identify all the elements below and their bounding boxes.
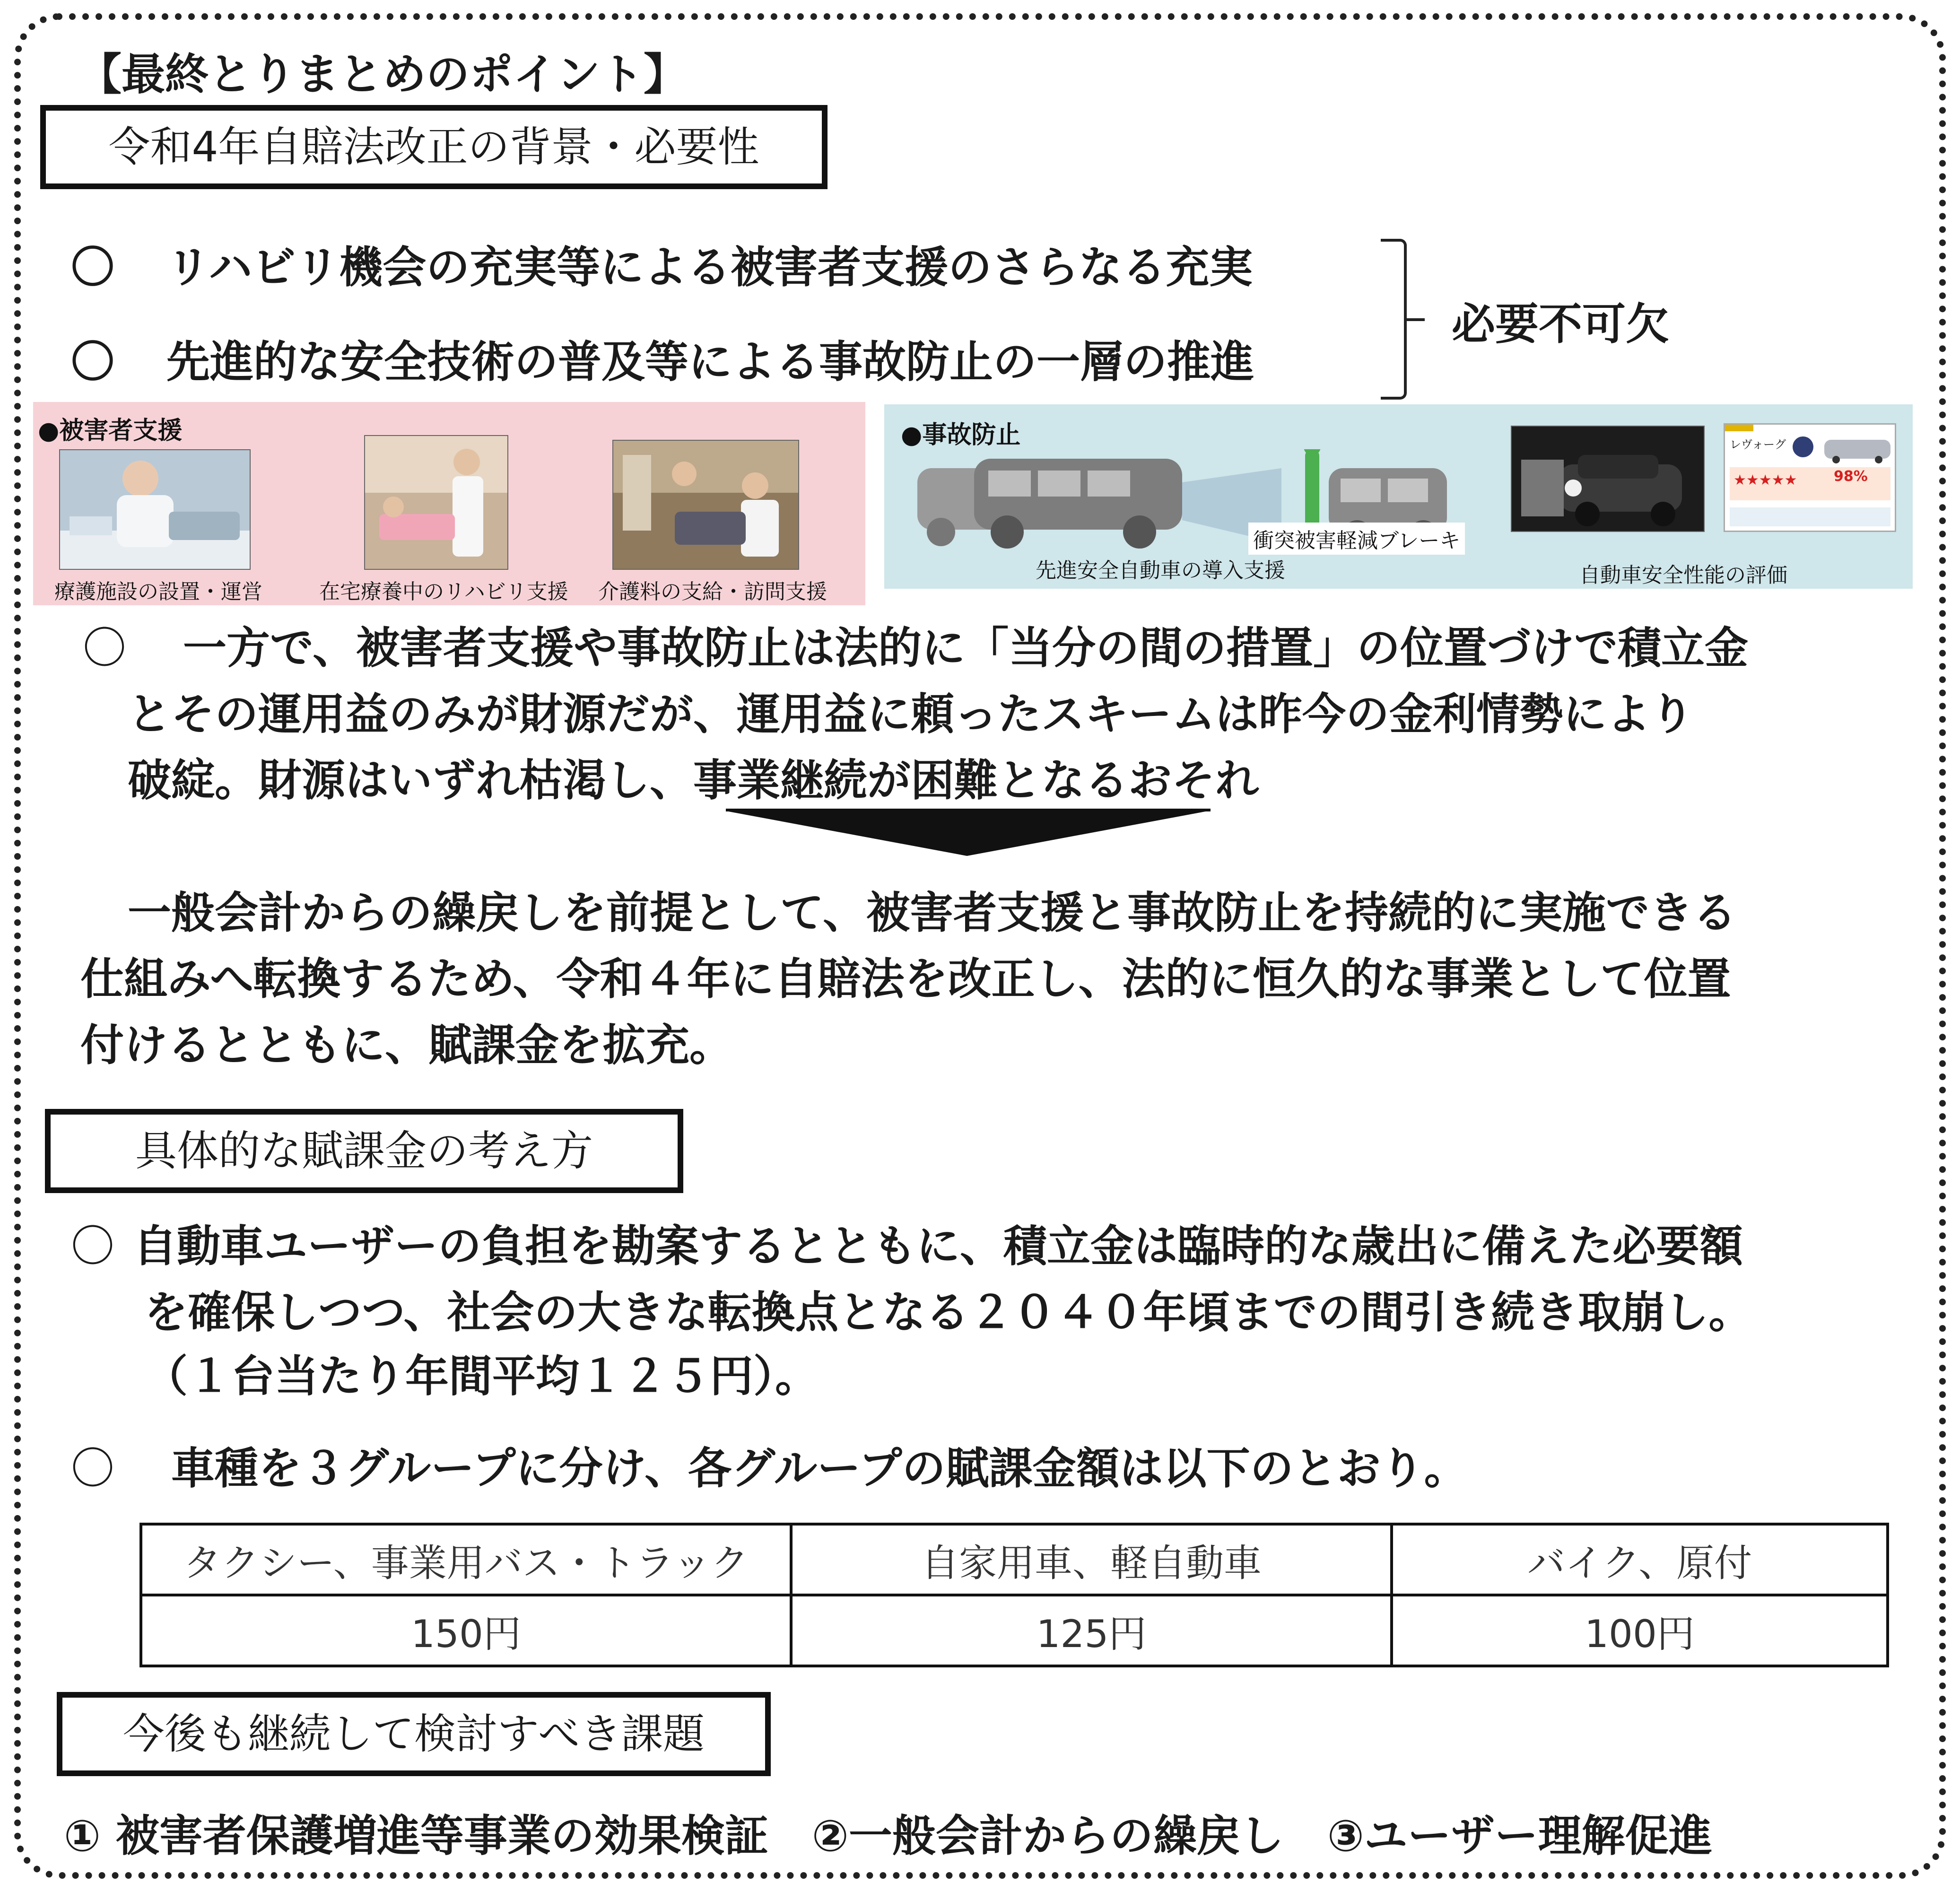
rating-model-label: レヴォーグ [1730, 438, 1786, 451]
section-heading-future-issues [57, 1692, 771, 1776]
circle-bullet: 〇 [83, 623, 127, 673]
table-cell: 125円 [791, 1595, 1392, 1666]
section-heading-fee-concept-label: 具体的な賦課金の考え方 [135, 1126, 593, 1175]
rating-percent: 98% [1834, 468, 1868, 485]
section-heading-background-label: 令和4年自賠法改正の背景・必要性 [108, 122, 759, 171]
paragraph-line-1-text: 一方で、被害者支援や事故防止は法的に「当分の間の措置」の位置づけで積立金 [183, 623, 1749, 673]
point-safety-text: 先進的な安全技術の普及等による事故防止の一層の推進 [166, 337, 1254, 387]
brace-label: 必要不可欠 [1452, 299, 1670, 349]
section-heading-background [40, 105, 828, 189]
circle-bullet: 〇 [71, 1221, 115, 1272]
table-cell: 100円 [1392, 1595, 1888, 1666]
fee-point-1-line-2: を確保しつつ、社会の大きな転換点となる２０４０年頃までの間引き続き取崩し。 [144, 1287, 1752, 1338]
caption-care-facility: 療護施設の設置・運営 [54, 580, 262, 604]
safety-rating-card [1724, 423, 1896, 532]
point-safety [71, 337, 1254, 387]
point-rehab-text: リハビリ機会の充実等による被害者支援のさらなる充実 [166, 242, 1253, 293]
caption-home-rehab: 在宅療養中のリハビリ支援 [319, 580, 568, 604]
accident-prevention-title: ●事故防止 [901, 421, 1021, 449]
home-rehab-photo [364, 435, 508, 570]
fee-point-1-line-1 [71, 1221, 1743, 1272]
point-rehab [71, 242, 1253, 293]
paragraph-line-2: とその運用益のみが財源だが、運用益に頼ったスキームは昨今の金利情勢により [128, 689, 1694, 740]
nursing-visit-photo [612, 440, 799, 570]
circle-bullet: 〇 [71, 242, 115, 293]
table-row [141, 1595, 1888, 1666]
fee-point-2-text: 車種を３グループに分け、各グループの賦課金額は以下のとおり。 [171, 1443, 1468, 1494]
table-cell: 150円 [141, 1595, 791, 1666]
caption-asv-support: 先進安全自動車の導入支援 [1036, 558, 1285, 583]
conclusion-line-3: 付けるとともに、賦課金を拡充。 [80, 1020, 733, 1071]
circle-bullet: 〇 [71, 1443, 115, 1494]
fee-point-1-line-1-text: 自動車ユーザーの負担を勘案するとともに、積立金は臨時的な歳出に備えた必要額 [133, 1221, 1743, 1272]
table-header-cell: バイク、原付 [1392, 1524, 1888, 1595]
fee-point-2 [71, 1443, 1468, 1494]
conclusion-line-1: 一般会計からの繰戻しを前提として、被害者支援と事故防止を持続的に実施できる [128, 888, 1737, 938]
fee-table [139, 1523, 1889, 1667]
down-arrow-icon [726, 811, 1208, 856]
victim-support-panel [33, 402, 865, 605]
brake-label: 衝突被害軽減ブレーキ [1248, 523, 1465, 555]
section-heading-fee-concept [45, 1109, 683, 1193]
section-heading-future-issues-label: 今後も継続して検討すべき課題 [122, 1709, 705, 1758]
crash-test-photo [1511, 426, 1705, 532]
rating-stars: ★★★★★ [1734, 472, 1797, 488]
paragraph-line-1 [83, 623, 1749, 673]
future-issues-list: ① 被害者保護増進等事業の効果検証 ②一般会計からの繰戻し ③ユーザー理解促進 [64, 1811, 1712, 1861]
fee-point-1-line-3: （１台当たり年間平均１２５円）。 [144, 1351, 819, 1402]
page-title: 【最終とりまとめのポイント】 [78, 49, 688, 100]
caption-nursing-visit: 介護料の支給・訪問支援 [598, 580, 827, 604]
table-row [141, 1524, 1888, 1595]
conclusion-line-2: 仕組みへ転換するため、令和４年に自賠法を改正し、法的に恒久的な事業として位置 [80, 954, 1731, 1004]
rating-car-image [1791, 430, 1895, 463]
circle-bullet: 〇 [71, 337, 115, 387]
table-header-cell: タクシー、事業用バス・トラック [141, 1524, 791, 1595]
paragraph-line-3: 破綻。財源はいずれ枯渇し、事業継続が困難となるおそれ [128, 755, 1259, 806]
accident-prevention-panel [884, 404, 1913, 589]
brace [1381, 239, 1407, 400]
care-facility-photo [59, 449, 251, 570]
caption-safety-evaluation: 自動車安全性能の評価 [1579, 563, 1787, 587]
victim-support-title: ●被害者支援 [38, 417, 183, 445]
table-header-cell: 自家用車、軽自動車 [791, 1524, 1392, 1595]
